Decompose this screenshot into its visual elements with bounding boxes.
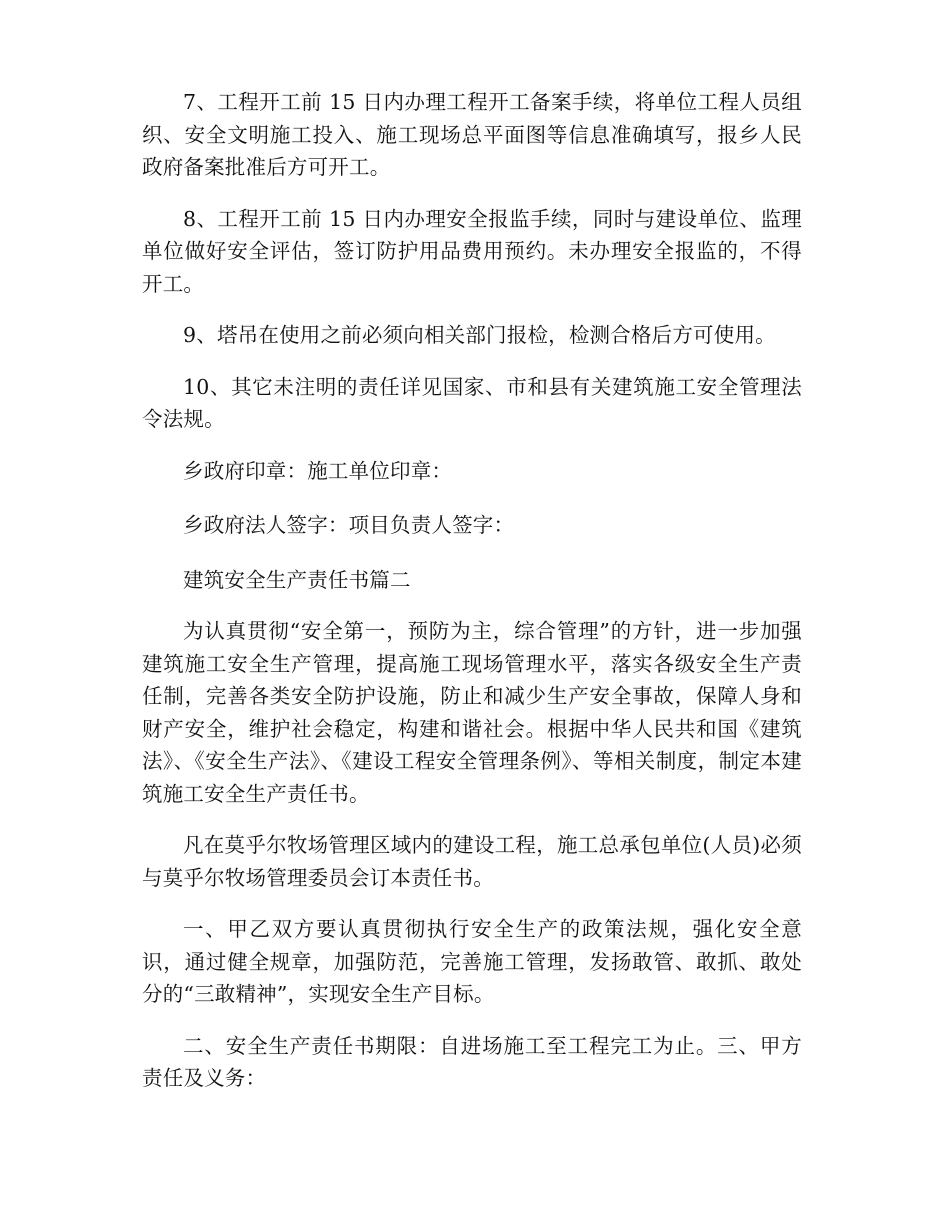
- paragraph-item-8: 8、工程开工前 15 日内办理安全报监手续，同时与建设单位、监理单位做好安全评估，签订防护用品费用预约。未办理安全报监的，不得开工。: [142, 206, 802, 296]
- signature-line: 乡政府法人签字：项目负责人签字：: [183, 513, 515, 537]
- document-body: [142, 86, 802, 1114]
- seal-line: 乡政府印章：施工单位印章：: [183, 458, 453, 483]
- scope-paragraph: 凡在莫乎尔牧场管理区域内的建设工程，施工总承包单位(人员)必须与莫乎尔牧场管理委员会订本责任书。: [142, 833, 802, 890]
- paragraph-item-9: 9、塔吊在使用之前必须向相关部门报检，检测合格后方可使用。: [183, 323, 776, 347]
- paragraph-item-7: 7、工程开工前 15 日内办理工程开工备案手续，将单位工程人员组织、安全文明施工投入、施工现场总平面图等信息准确填写，报乡人民政府备案批准后方可开工。: [142, 90, 802, 179]
- section-heading: 建筑安全生产责任书篇二: [183, 567, 411, 592]
- clause-two-paragraph: 二、安全生产责任书期限：自进场施工至工程完工为止。三、甲方责任及义务：: [142, 1033, 802, 1090]
- clause-one-paragraph: 一、甲乙双方要认真贯彻执行安全生产的政策法规，强化安全意识，通过健全规章，加强防范，完善施工管理，发扬敢管、敢抓、敢处分的“三敢精神”，实现安全生产目标。: [142, 917, 802, 1006]
- paragraph-item-10: 10、其它未注明的责任详见国家、市和县有关建筑施工安全管理法令法规。: [142, 374, 802, 431]
- intro-paragraph: 为认真贯彻“安全第一，预防为主，综合管理”的方针，进一步加强建筑施工安全生产管理，提高施工现场管理水平，落实各级安全生产责任制，完善各类安全防护设施，防止和减少生产安全事故，保障人身和财产安全，维护社会稳定，构建和谐社会。根据中华人民共和国《建筑法》、《安全生产法》、《建设工程安全管理条例》、等相关制度，制定本建筑施工安全生产责任书。: [142, 619, 802, 806]
